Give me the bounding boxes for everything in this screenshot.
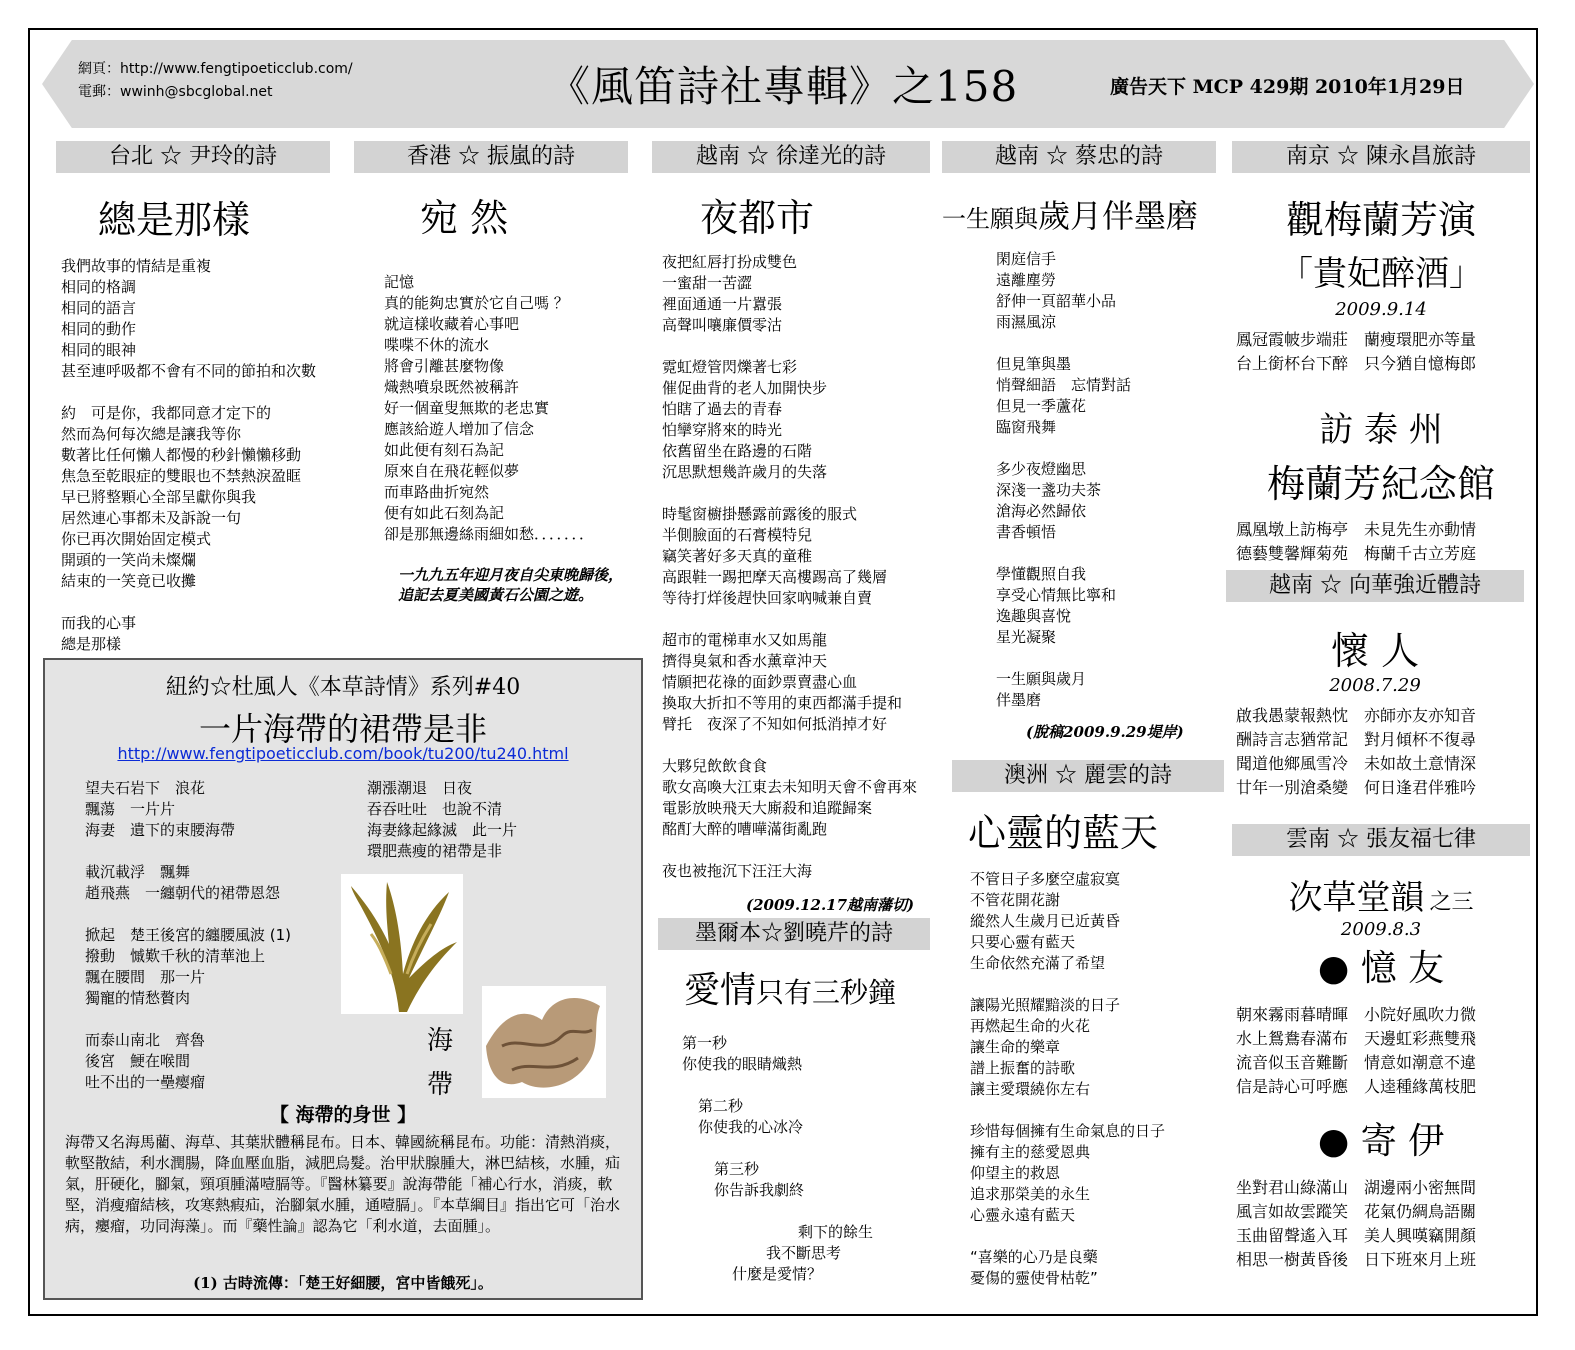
column-australia [952, 760, 1224, 1289]
poem-left: 望夫石岩下 浪花 飄蕩 一片片 海妻 遺下的束腰海帶 載沉載浮 飄舞 趙飛燕 一纏朝代的裙帶恩怨 掀起 楚王後宮的纏腰風波 (1) 撥動 慽歎千秋的清華池上 飄在腰間 那一片 獨寵的情愁贅肉 而泰山南北 齊魯 後宮 鯁在喉間 吐不出的一壘瘿瘤 [85, 779, 292, 1091]
section-header: 越南 ☆ 徐達光的詩 [652, 141, 930, 173]
poem-line: 第三秒 [714, 1160, 760, 1178]
poem-line: 第一秒 [682, 1034, 728, 1052]
poem-title: 觀梅蘭芳演 [1285, 198, 1476, 242]
poem-title: 心靈的藍天 [968, 811, 1159, 855]
section-header: 香港 ☆ 振嵐的詩 [354, 141, 628, 173]
section-header: 南京 ☆ 陳永昌旅詩 [1232, 141, 1530, 173]
poem-line: 第二秒 [698, 1097, 744, 1115]
column-yunnan [1232, 824, 1530, 1272]
dried-kelp-image [482, 986, 606, 1098]
poem-title-big: 次草堂韻 [1288, 878, 1425, 918]
poem-body: 鳳凰墩上訪梅亭 未見先生亦動情 德藝雙馨輝菊苑 梅蘭千古立芳庭 [1236, 520, 1477, 563]
poem-title: ● 寄 伊 [1317, 1121, 1445, 1162]
poem-subtitle: 「貴妃醉酒」 [1279, 254, 1483, 294]
email-line[interactable]: 電郵：wwinh@sbcglobal.net [78, 84, 273, 100]
poem-body: 不管日子多麼空虛寂寞 不管花開花謝 縱然人生歲月已近黃昏 只要心靈有藍天 生命依然充滿了希望 讓陽光照耀黯淡的日子 再燃起生命的火花 讓生命的樂章 譜上振奮的詩歌 讓主愛環繞你左右 珍惜每個擁有生命氣息的日子 擁有主的慈愛恩典 仰望主的救恩 追求那榮美的永生 心靈永遠有藍天 “喜樂的心乃是良藥 憂傷的靈使骨枯乾” [970, 870, 1166, 1287]
origin-subheading: 【 海帶的身世 】 [269, 1104, 417, 1126]
poem-title: 總是那樣 [98, 198, 251, 242]
poem-title [684, 962, 930, 1013]
poem-body: 我們故事的情結是重複 相同的格調 相同的語言 相同的動作 相同的眼神 甚至連呼吸都不會有不同的節拍和次數 約 可是你，我都同意才定下的 然而為何每次總是讓我等你 數著比任何懶人都慢的秒針懶懶移動 焦急至乾眼症的雙眼也不禁熱淚盈眶 早已將整顆心全部呈獻你與我 居然連心事都未及訴說一句 你已再次開始固定模式 開頭的一笑尚未燦爛 結束的一笑竟已收攤 而我的心事 總是那樣 [61, 257, 317, 653]
footnote: (1) 古時流傳：「楚王好細腰，宮中皆餓死」。 [193, 1274, 493, 1292]
poem-title: 懷 人 [1330, 629, 1420, 673]
herbal-poetry-box [43, 658, 643, 1300]
origin-paragraph: 海帶又名海馬藺、海草、其葉狀體稱昆布。日本、韓國統稱昆布。功能：清熱消痰，軟堅散結，利水潤腸，降血壓血脂，減肥烏髮。治甲狀腺腫大，淋巴結核，水腫，疝氣，肝硬化，腳氣，頸項腫滿噎膈等。『醫林纂要』說海帶能「補心行水，消痰，軟堅，消瘦瘤結核，攻寒熱瘕疝，治腳氣水腫，通噎膈」。『本草綱目』指出它可「治水病，癭瘤，功同海藻」。而『藥性論』認為它「利水道，去面腫」。 [65, 1133, 621, 1235]
section-header: 雲南 ☆ 張友福七律 [1232, 824, 1530, 856]
poem-line: 剩下的餘生 [798, 1223, 874, 1241]
poem-line [658, 1201, 930, 1222]
poem-line: 你告訴我劇終 [714, 1181, 805, 1199]
issue-info: 廣告天下 MCP 429期 2010年1月29日 [1110, 76, 1465, 98]
poem-title: 梅蘭芳紀念館 [1266, 462, 1495, 506]
section-header: 澳洲 ☆ 麗雲的詩 [952, 760, 1224, 792]
poem-note: (2009.12.17越南藩切) [746, 896, 915, 914]
column-nanjing [1232, 141, 1530, 566]
column-taipei [56, 141, 330, 655]
poem-title: ● 憶 友 [1317, 948, 1445, 989]
poem-title: 訪 泰 州 [1319, 410, 1443, 450]
column-vietnam-3 [1226, 570, 1524, 800]
poem-line: 什麼是愛情？ [732, 1265, 823, 1283]
poem-date: 2008.7.29 [1329, 675, 1421, 696]
section-header: 越南 ☆ 向華強近體詩 [1226, 570, 1524, 602]
website-line[interactable]: 網頁：http://www.fengtipoeticclub.com/ [78, 61, 353, 77]
article-link[interactable]: http://www.fengtipoeticclub.com/book/tu200/tu240.html [117, 744, 569, 763]
series-title: 紐約☆杜風人《本草詩情》系列#40 [165, 675, 521, 700]
poem-body [658, 1033, 930, 1285]
column-hongkong [354, 141, 628, 605]
poem-note: 一九九五年迎月夜自尖東晚歸後， 追記去夏美國黃石公園之遊。 [398, 566, 624, 604]
poem-title-small: 之三 [1429, 890, 1474, 915]
poem-line: 我不斷思考 [766, 1244, 842, 1262]
poem-line: 你使我的眼睛熾熱 [682, 1055, 803, 1073]
poem-title-big: 愛情 [684, 970, 757, 1011]
poem-body: 朝來霧雨暮晴暉 小院好風吹力微 水上鴛鴦春滿布 天邊虹彩燕雙飛 流音似玉音難斷 情意如潮意不違 信是詩心可呼應 人逵種緣萬枝肥 [1236, 1005, 1477, 1096]
poem-body: 鳳冠霞帔步端莊 蘭瘦環肥亦等量 台上銜杯台下醉 只今猶自憶梅郎 [1236, 330, 1477, 373]
column-vietnam-2 [942, 141, 1216, 742]
poem-body: 夜把紅唇打扮成雙色 一蜜甜一苦澀 裡面通通一片囂張 高聲叫嚷廉價零沽 霓虹燈管閃爍著七彩 催促曲背的老人加開快步 怕瞎了過去的青春 怕攣穿將來的時光 依舊留坐在路邊的石階 沉思默想幾許歲月的失落 時髦窗櫥掛懸露前露後的服式 半側臉面的石膏模特兒 竊笑著好多天真的童稚 高跟鞋一踢把摩天高樓踢高了幾層 等待打烊後趕快回家吶喊兼自賣 超市的電梯車水又如馬龍 擠得臭氣和香水薰章沖天 情願把花祿的面鈔票賣盡心血 換取大折扣不等用的東西都滿手提和 臂托 夜深了不知如何抵消掉才好 大夥兒飲飲食食 歌女高喚大江東去未知明天會不會再來 電影放映飛天大廝殺和追蹤歸案 酩酊大醉的嘈嘩滿街亂跑 夜也被拖沉下汪汪大海 [662, 253, 918, 880]
vertical-label: 海 帶 [427, 1026, 454, 1100]
poem-line [658, 1138, 930, 1159]
poem-title [1232, 870, 1530, 919]
poem-body: 坐對君山綠滿山 湖邊兩小密無間 風言如故雲蹤笑 花氣仍綢鳥語關 玉曲留聲遙入耳 美人興嘆竊開顏 相思一樹黃昏後 日下班來月上班 [1236, 1178, 1477, 1269]
poem-date: 2009.8.3 [1340, 919, 1422, 940]
poem-right: 潮漲潮退 日夜 吞吞吐吐 也說不清 海妻緣起緣滅 此一片 環肥燕瘦的裙帶是非 [367, 779, 518, 860]
section-header: 台北 ☆ 尹玲的詩 [56, 141, 330, 173]
poem-title [942, 191, 1216, 237]
kelp-image [341, 874, 463, 1014]
poem-date: 2009.9.14 [1335, 299, 1427, 320]
section-header: 越南 ☆ 蔡忠的詩 [942, 141, 1216, 173]
poem-title: 夜都市 [700, 196, 815, 240]
page-title: 《風笛詩社專輯》之158 [548, 62, 1019, 111]
poem-line: 你使我的心冰冷 [698, 1118, 804, 1136]
poem-line [658, 1075, 930, 1096]
poem-note: (脫稿2009.9.29堤岸) [1026, 723, 1184, 741]
article-title: 一片海帶的裙帶是非 [198, 710, 487, 748]
column-melbourne [658, 918, 930, 1285]
poem-title-small: 只有三秒鐘 [756, 976, 897, 1009]
column-vietnam-1 [652, 141, 930, 915]
contact-info [78, 58, 353, 104]
section-header: 墨爾本☆劉曉芹的詩 [658, 918, 930, 950]
poem-body: 啟我愚蒙報熱忱 亦師亦友亦知音 酬詩言志猶常記 對月傾杯不復尋 聞道他鄉風雪冷 未如故土意情深 廿年一別滄桑變 何日逢君伴雅吟 [1236, 706, 1477, 797]
poem-body: 記憶 真的能夠忠實於它自己嗎 ？ 就這樣收藏着心事吧 喋喋不休的流水 將會引離甚麼物像 熾熱噴泉既然被稱許 好一個童叟無欺的老忠實 應該給遊人增加了信念 如此便有刻石為記 原來自在飛花輕似夢 而車路曲折宛然 便有如此石刻為記 卻是那無邊絲雨細如愁．．．．．．． [384, 273, 595, 543]
poem-title-small: 一生願與 [942, 205, 1038, 233]
poem-title: 宛 然 [420, 196, 509, 240]
poem-body: 閑庭信手 遠離塵勞 舒伸一頁韶華小品 雨濕風涼 但見筆與墨 悄聲細語 忘情對話 但見一季蘆花 臨窗飛舞 多少夜燈幽思 深淺一盞功夫茶 滄海必然歸依 書香頓悟 學懂觀照自我 享受心情無比寧和 逸趣與喜悅 星光凝聚 一生願與歲月 伴墨磨 [996, 250, 1132, 709]
poem-title-big: 歲月伴墨磨 [1038, 197, 1199, 235]
